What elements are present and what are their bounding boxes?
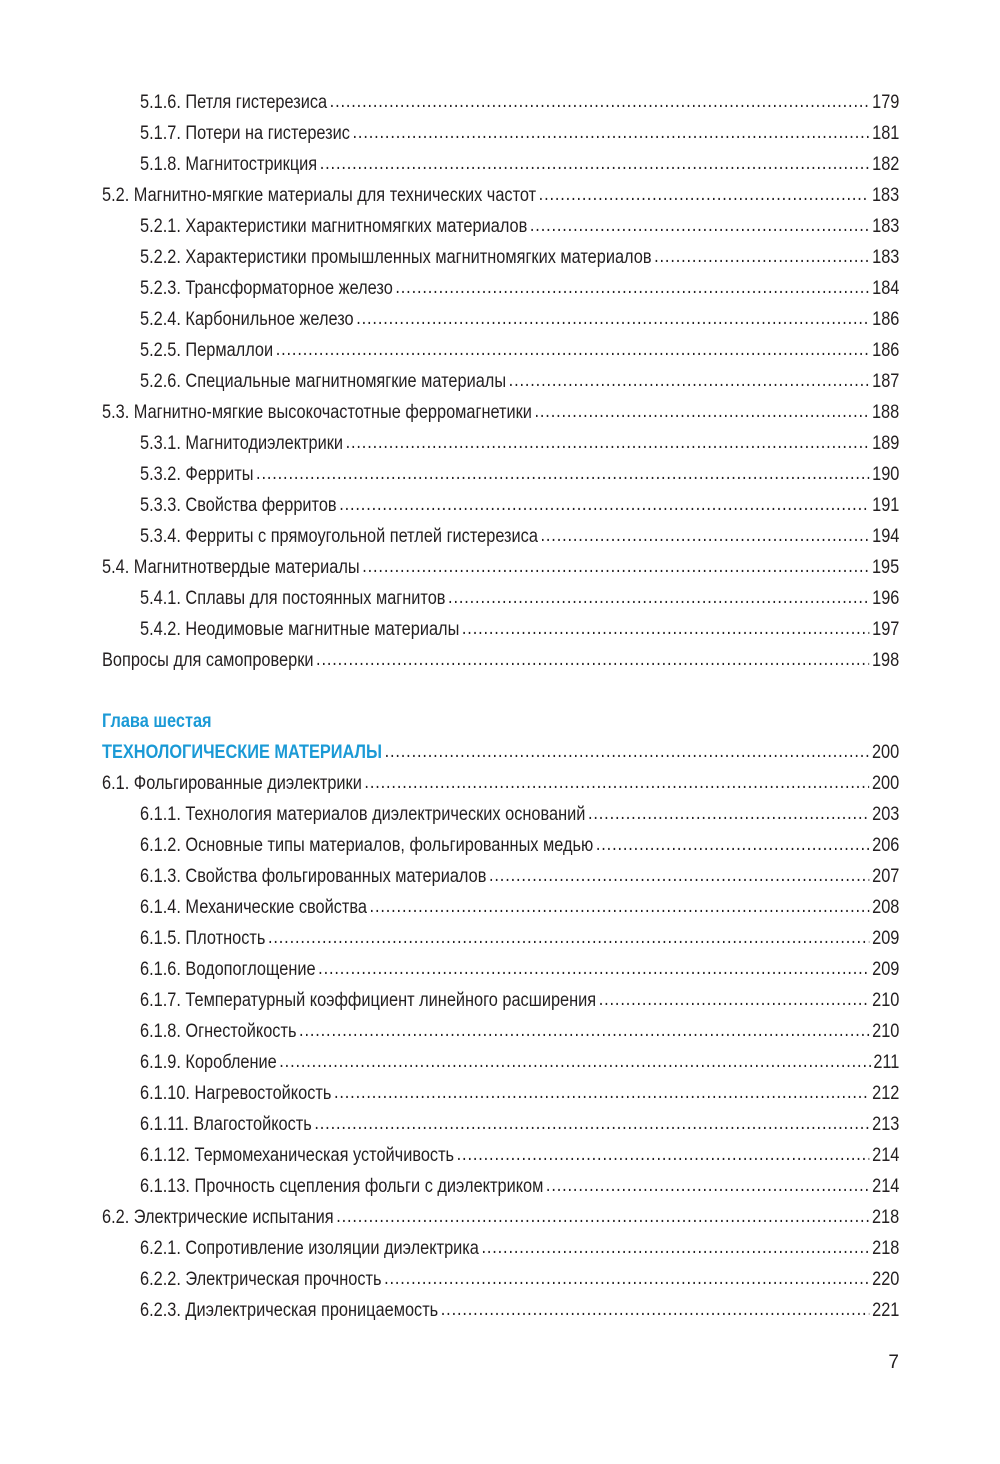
leader-dots bbox=[546, 1170, 870, 1201]
leader-dots bbox=[370, 891, 870, 922]
leader-dots bbox=[320, 148, 870, 179]
toc-entry-page: 207 bbox=[872, 866, 900, 887]
toc-entry-page: 221 bbox=[872, 1300, 900, 1321]
toc-entry-title: 5.2.2. Характеристики промышленных магнитномягких материалов bbox=[140, 247, 652, 268]
toc-entry[interactable] bbox=[140, 1171, 899, 1202]
toc-entry-page: 211 bbox=[873, 1052, 900, 1073]
toc-entry-title: 6.1.3. Свойства фольгированных материалов bbox=[140, 866, 487, 887]
toc-entry-title: Вопросы для самопроверки bbox=[102, 650, 314, 671]
toc-entry-title: 6.2.2. Электрическая прочность bbox=[140, 1269, 382, 1290]
toc-entry-page: 212 bbox=[872, 1083, 900, 1104]
chapter-title: ТЕХНОЛОГИЧЕСКИЕ МАТЕРИАЛЫ bbox=[102, 742, 382, 763]
leader-dots bbox=[534, 396, 869, 427]
chapter-label: Глава шестая bbox=[102, 711, 212, 732]
toc-entry-page: 210 bbox=[872, 1021, 900, 1042]
toc-entry[interactable] bbox=[140, 1047, 899, 1078]
toc-entry-page: 197 bbox=[872, 619, 900, 640]
toc-entry[interactable] bbox=[140, 366, 899, 397]
toc-entry-title: 5.4.1. Сплавы для постоянных магнитов bbox=[140, 588, 446, 609]
toc-entry[interactable] bbox=[102, 552, 899, 583]
toc-entry-page: 189 bbox=[872, 433, 900, 454]
toc-entry[interactable] bbox=[102, 180, 899, 211]
leader-dots bbox=[364, 767, 869, 798]
toc-entry-page: 214 bbox=[872, 1145, 900, 1166]
toc-entry[interactable] bbox=[140, 490, 899, 521]
toc-entry-title: 5.2. Магнитно-мягкие материалы для технических частот bbox=[102, 185, 537, 206]
toc-entry[interactable] bbox=[140, 335, 899, 366]
leader-dots bbox=[462, 613, 870, 644]
toc-entry[interactable] bbox=[140, 1140, 899, 1171]
toc-entry-page: 218 bbox=[872, 1238, 900, 1259]
toc-entry-page: 194 bbox=[872, 526, 900, 547]
toc-entry-title: 5.3.4. Ферриты с прямоугольной петлей гистерезиса bbox=[140, 526, 538, 547]
leader-dots bbox=[384, 1263, 869, 1294]
toc-entry-page: 187 bbox=[872, 371, 900, 392]
toc-entry-title: 6.1.12. Термомеханическая устойчивость bbox=[140, 1145, 455, 1166]
toc-entry-title: 6.2.3. Диэлектрическая проницаемость bbox=[140, 1300, 439, 1321]
toc-entry-page: 183 bbox=[872, 216, 900, 237]
toc-entry-page: 179 bbox=[872, 92, 900, 113]
toc-entry-page: 196 bbox=[872, 588, 900, 609]
toc-entry-page: 209 bbox=[872, 959, 900, 980]
leader-dots bbox=[330, 86, 870, 117]
toc-entry[interactable] bbox=[140, 521, 899, 552]
toc-entry-page: 203 bbox=[872, 804, 900, 825]
leader-dots bbox=[362, 551, 869, 582]
leader-dots bbox=[654, 241, 869, 272]
leader-dots bbox=[268, 922, 870, 953]
toc-entry[interactable] bbox=[140, 1078, 899, 1109]
toc-entry[interactable] bbox=[102, 645, 899, 676]
toc-entry[interactable] bbox=[140, 1295, 899, 1326]
toc-entry-page: 210 bbox=[872, 990, 900, 1011]
toc-entry-page: 198 bbox=[871, 650, 900, 671]
leader-dots bbox=[541, 520, 870, 551]
leader-dots bbox=[448, 582, 869, 613]
toc-entry-title: 5.3.3. Свойства ферритов bbox=[140, 495, 337, 516]
leader-dots bbox=[299, 1015, 869, 1046]
toc-entry-page: 186 bbox=[872, 309, 900, 330]
toc-entry-title: 5.1.7. Потери на гистерезис bbox=[140, 123, 350, 144]
toc-entry-page: 220 bbox=[872, 1269, 900, 1290]
toc-entry-page: 186 bbox=[872, 340, 900, 361]
toc-entry-page: 214 bbox=[872, 1176, 900, 1197]
leader-dots bbox=[353, 117, 870, 148]
toc-entry[interactable] bbox=[140, 428, 899, 459]
toc-entry[interactable] bbox=[140, 923, 899, 954]
leader-dots bbox=[356, 303, 869, 334]
toc-entry-title: 6.1.1. Технология материалов диэлектрических оснований bbox=[140, 804, 586, 825]
toc-entry[interactable] bbox=[140, 1264, 899, 1295]
toc-entry-title: 6.2.1. Сопротивление изоляции диэлектрика bbox=[140, 1238, 479, 1259]
toc-section-5 bbox=[102, 87, 899, 676]
leader-dots bbox=[481, 1232, 869, 1263]
toc-entry-title: 5.2.5. Пермаллои bbox=[140, 340, 274, 361]
toc-entry-page: 188 bbox=[871, 402, 900, 423]
leader-dots bbox=[276, 334, 870, 365]
toc-entry-page: 213 bbox=[872, 1114, 900, 1135]
leader-dots bbox=[334, 1077, 870, 1108]
toc-entry[interactable] bbox=[140, 1109, 899, 1140]
leader-dots bbox=[588, 798, 870, 829]
toc-entry[interactable] bbox=[140, 985, 899, 1016]
toc-entry-page: 208 bbox=[872, 897, 900, 918]
leader-dots bbox=[539, 179, 870, 210]
toc-entry-title: 6.1.4. Механические свойства bbox=[140, 897, 367, 918]
toc-entry-title: 5.4. Магнитнотвердые материалы bbox=[102, 557, 360, 578]
toc-entry-page: 184 bbox=[872, 278, 900, 299]
leader-dots bbox=[346, 427, 870, 458]
toc-entry[interactable] bbox=[140, 1016, 899, 1047]
toc-entry[interactable] bbox=[140, 242, 899, 273]
leader-dots bbox=[314, 1108, 869, 1139]
toc-entry[interactable] bbox=[140, 459, 899, 490]
leader-dots bbox=[395, 272, 869, 303]
toc-entry[interactable] bbox=[140, 273, 899, 304]
toc-entry-title: 6.1.6. Водопоглощение bbox=[140, 959, 316, 980]
toc-entry-title: 6.1. Фольгированные диэлектрики bbox=[102, 773, 362, 794]
toc-entry-page: 190 bbox=[872, 464, 900, 485]
toc-entry[interactable] bbox=[140, 954, 899, 985]
toc-entry[interactable] bbox=[140, 211, 899, 242]
leader-dots bbox=[530, 210, 870, 241]
toc-entry-title: 5.3.2. Ферриты bbox=[140, 464, 254, 485]
toc-entry-page: 209 bbox=[872, 928, 900, 949]
leader-dots bbox=[339, 489, 869, 520]
leader-dots bbox=[385, 736, 870, 767]
toc-entry-title: 5.2.3. Трансформаторное железо bbox=[140, 278, 393, 299]
toc-entry-title: 5.2.6. Специальные магнитномягкие материалы bbox=[140, 371, 507, 392]
toc-entry[interactable] bbox=[140, 1233, 899, 1264]
toc-entry[interactable] bbox=[140, 892, 899, 923]
toc-entry-page: 183 bbox=[872, 247, 900, 268]
toc-entry-title: 5.4.2. Неодимовые магнитные материалы bbox=[140, 619, 460, 640]
toc-chapter-6 bbox=[102, 707, 899, 1326]
toc-entry-title: 6.1.10. Нагревостойкость bbox=[140, 1083, 332, 1104]
leader-dots bbox=[509, 365, 870, 396]
toc-entry-title: 6.1.2. Основные типы материалов, фольгированных медью bbox=[140, 835, 594, 856]
toc-entry-title: 6.1.7. Температурный коэффициент линейного расширения bbox=[140, 990, 597, 1011]
chapter-title-entry[interactable] bbox=[102, 737, 899, 768]
toc-entry-title: 5.3.1. Магнитодиэлектрики bbox=[140, 433, 344, 454]
leader-dots bbox=[599, 984, 870, 1015]
leader-dots bbox=[489, 860, 870, 891]
toc-entry[interactable] bbox=[140, 861, 899, 892]
toc-entry-page: 181 bbox=[872, 123, 900, 144]
toc-entry-title: 5.2.1. Характеристики магнитномягких материалов bbox=[140, 216, 528, 237]
toc-entry-title: 6.1.11. Влагостойкость bbox=[140, 1114, 312, 1135]
toc-entry-page: 191 bbox=[872, 495, 900, 516]
toc-entry[interactable] bbox=[140, 118, 899, 149]
toc-entry-title: 6.1.13. Прочность сцепления фольги с диэлектриком bbox=[140, 1176, 544, 1197]
toc-entry-title: 5.1.8. Магнитострикция bbox=[140, 154, 318, 175]
toc-entry-title: 6.1.9. Коробление bbox=[140, 1052, 277, 1073]
toc-entry[interactable] bbox=[140, 149, 899, 180]
toc-entry[interactable] bbox=[140, 799, 899, 830]
toc-entry-page: 183 bbox=[871, 185, 900, 206]
leader-dots bbox=[256, 458, 869, 489]
toc-entry[interactable] bbox=[102, 1202, 899, 1233]
toc-entry-page: 218 bbox=[871, 1207, 900, 1228]
leader-dots bbox=[318, 953, 869, 984]
toc-entry[interactable] bbox=[140, 830, 899, 861]
toc-entry-title: 6.1.8. Огнестойкость bbox=[140, 1021, 297, 1042]
leader-dots bbox=[596, 829, 870, 860]
toc-entry[interactable] bbox=[140, 87, 899, 118]
leader-dots bbox=[441, 1294, 870, 1325]
toc-entry[interactable] bbox=[140, 583, 899, 614]
toc-entry-page: 182 bbox=[872, 154, 900, 175]
toc-entry[interactable] bbox=[102, 768, 899, 799]
toc-entry-page: 195 bbox=[871, 557, 900, 578]
toc-entry-title: 5.1.6. Петля гистерезиса bbox=[140, 92, 328, 113]
toc-entry[interactable] bbox=[140, 304, 899, 335]
leader-dots bbox=[316, 644, 869, 675]
chapter-title-page: 200 bbox=[871, 742, 900, 763]
toc-entry-page: 206 bbox=[872, 835, 900, 856]
leader-dots bbox=[336, 1201, 869, 1232]
toc-entry[interactable] bbox=[140, 614, 899, 645]
toc-section-6 bbox=[102, 768, 899, 1326]
toc-entry-title: 6.2. Электрические испытания bbox=[102, 1207, 334, 1228]
leader-dots bbox=[279, 1046, 870, 1077]
toc-entry-page: 200 bbox=[871, 773, 900, 794]
toc-entry-title: 6.1.5. Плотность bbox=[140, 928, 266, 949]
leader-dots bbox=[457, 1139, 870, 1170]
page-number: 7 bbox=[888, 1352, 899, 1373]
toc-entry[interactable] bbox=[102, 397, 899, 428]
toc-entry-title: 5.2.4. Карбонильное железо bbox=[140, 309, 354, 330]
toc-entry-title: 5.3. Магнитно-мягкие высокочастотные ферромагнетики bbox=[102, 402, 532, 423]
